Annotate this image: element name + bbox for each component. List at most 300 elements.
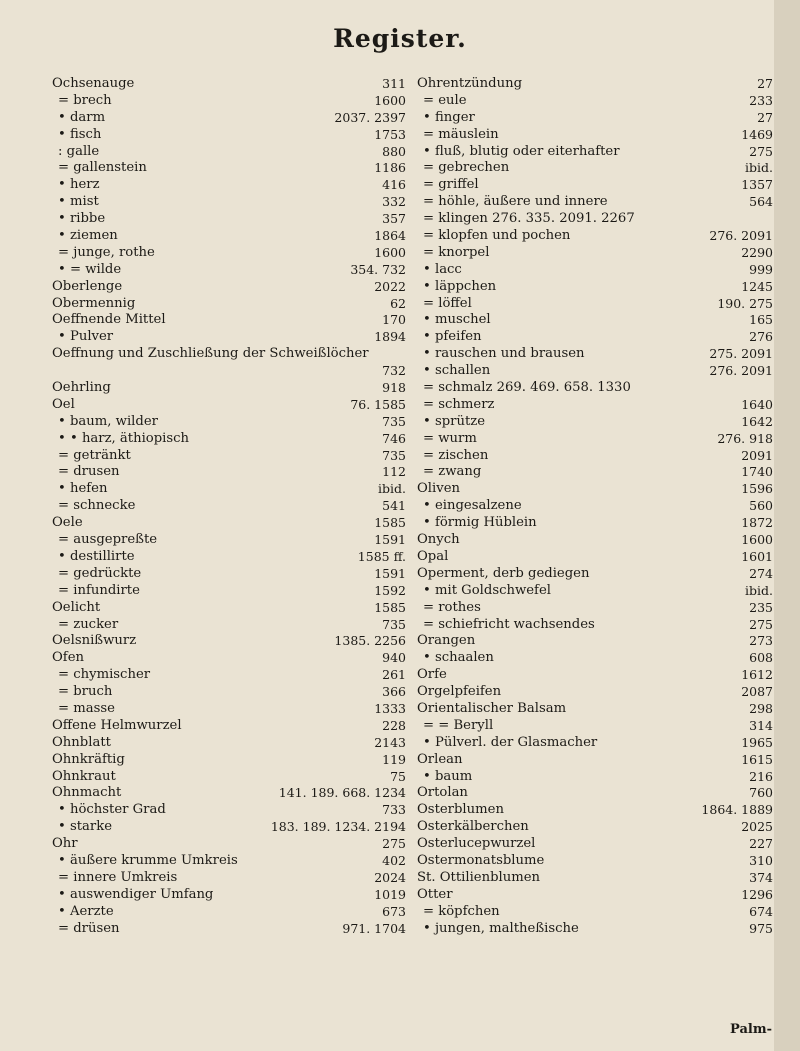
index-entry bbox=[52, 414, 406, 431]
index-entry bbox=[52, 650, 406, 667]
index-term: Orangen bbox=[417, 633, 476, 649]
index-term: = gebrechen bbox=[423, 160, 510, 176]
index-page-refs: 1245 bbox=[741, 278, 773, 294]
index-term: = innere Umkreis bbox=[58, 869, 178, 885]
index-entry bbox=[417, 481, 773, 498]
index-entry bbox=[52, 262, 406, 279]
index-term: = schiefricht wachsendes bbox=[423, 616, 595, 632]
index-term: • fisch bbox=[58, 126, 102, 142]
index-page-refs: 1186 bbox=[374, 160, 406, 176]
index-entry bbox=[417, 329, 773, 346]
index-entry bbox=[52, 633, 406, 650]
index-entry bbox=[417, 144, 773, 161]
index-term: Oehrling bbox=[52, 380, 111, 396]
index-term: Oelicht bbox=[52, 599, 101, 615]
index-page-refs: 276. 918 bbox=[717, 430, 773, 446]
index-entry bbox=[417, 448, 773, 465]
index-term: = chymischer bbox=[58, 667, 151, 683]
index-term: = drusen bbox=[58, 464, 120, 480]
index-entry bbox=[417, 870, 773, 887]
index-entry bbox=[52, 110, 406, 127]
index-page-refs: 354. 732 bbox=[350, 261, 406, 277]
index-page-refs: 1615 bbox=[741, 751, 773, 767]
index-page-refs: 274 bbox=[749, 565, 773, 581]
index-term: • pfeifen bbox=[423, 329, 482, 345]
index-page-refs: 999 bbox=[749, 261, 773, 277]
index-term: Ohrentzündung bbox=[417, 76, 523, 91]
index-entry bbox=[417, 93, 773, 110]
index-term: Oberlenge bbox=[52, 278, 123, 294]
index-page-refs: 1864 bbox=[374, 228, 406, 244]
index-term: • schaalen bbox=[423, 650, 494, 666]
index-page-refs: 76. 1585 bbox=[350, 396, 406, 412]
index-page-refs: 227 bbox=[749, 836, 773, 852]
index-page-refs: 2024 bbox=[374, 869, 406, 885]
index-page-refs: 298 bbox=[749, 700, 773, 716]
index-entry bbox=[52, 701, 406, 718]
index-entry bbox=[417, 549, 773, 566]
index-entry bbox=[52, 583, 406, 600]
index-term: • muschel bbox=[423, 312, 491, 328]
index-term: • Aerzte bbox=[58, 903, 114, 919]
index-entry bbox=[417, 752, 773, 769]
index-entry bbox=[52, 921, 406, 938]
index-entry bbox=[52, 785, 406, 802]
index-entry bbox=[417, 211, 773, 228]
index-term: Orgelpfeifen bbox=[417, 684, 502, 700]
index-term: Osterkälberchen bbox=[417, 819, 529, 835]
index-term: • baum bbox=[423, 768, 473, 784]
index-term: • herz bbox=[58, 177, 100, 193]
index-term: = knorpel bbox=[423, 244, 490, 260]
index-term: Obermennig bbox=[52, 295, 136, 311]
index-page-refs: 975 bbox=[749, 920, 773, 936]
index-page-refs: 735 bbox=[382, 413, 406, 429]
index-page-refs: 735 bbox=[382, 447, 406, 463]
index-entry bbox=[417, 532, 773, 549]
index-entry bbox=[417, 633, 773, 650]
index-entry bbox=[417, 194, 773, 211]
index-entry bbox=[417, 515, 773, 532]
index-entry bbox=[417, 363, 773, 380]
index-entry bbox=[417, 667, 773, 684]
index-term: : galle bbox=[58, 143, 100, 159]
index-page-refs: 1600 bbox=[374, 92, 406, 108]
index-term: = masse bbox=[58, 700, 115, 716]
index-entry bbox=[417, 735, 773, 752]
index-page-refs: 1640 bbox=[741, 396, 773, 412]
index-term: Ostermonatsblume bbox=[417, 852, 545, 868]
index-entry bbox=[52, 532, 406, 549]
index-page-refs: 366 bbox=[382, 684, 406, 700]
index-term: • lacc bbox=[423, 261, 462, 277]
index-entry bbox=[52, 887, 406, 904]
index-entry bbox=[417, 904, 773, 921]
index-page-refs: 170 bbox=[382, 312, 406, 328]
index-entry bbox=[52, 870, 406, 887]
index-entry bbox=[52, 819, 406, 836]
index-page-refs: 276. 2091 bbox=[709, 228, 773, 244]
index-page-refs: 673 bbox=[382, 903, 406, 919]
index-term: = junge, rothe bbox=[58, 244, 155, 260]
index-entry bbox=[417, 76, 773, 93]
index-entry bbox=[417, 245, 773, 262]
index-entry bbox=[417, 397, 773, 414]
index-term: • hefen bbox=[58, 481, 108, 497]
index-entry bbox=[417, 836, 773, 853]
index-term: = schmerz bbox=[423, 396, 495, 412]
index-page-refs: 276 bbox=[749, 329, 773, 345]
index-page-refs: 940 bbox=[382, 650, 406, 666]
index-entry bbox=[52, 735, 406, 752]
index-term: = schmalz 269. 469. 658. 1330 bbox=[423, 380, 631, 396]
index-page-refs: 261 bbox=[382, 667, 406, 683]
index-page-refs: 228 bbox=[382, 717, 406, 733]
index-entry bbox=[52, 566, 406, 583]
index-page-refs: 880 bbox=[382, 143, 406, 159]
index-term: • ziemen bbox=[58, 228, 118, 244]
index-entry bbox=[52, 549, 406, 566]
index-term: Offene Helmwurzel bbox=[52, 717, 182, 733]
index-entry bbox=[52, 380, 406, 397]
index-page-refs: 2022 bbox=[374, 278, 406, 294]
index-entry bbox=[52, 498, 406, 515]
index-page-refs: 27 bbox=[757, 76, 773, 91]
index-page-refs: 2143 bbox=[374, 734, 406, 750]
index-page-refs: 1296 bbox=[741, 886, 773, 902]
index-column-left bbox=[52, 76, 406, 937]
index-term: • destillirte bbox=[58, 548, 135, 564]
index-term: Orlean bbox=[417, 751, 463, 767]
index-term: • sprütze bbox=[423, 413, 486, 429]
index-term: St. Ottilienblumen bbox=[417, 869, 541, 885]
index-entry bbox=[52, 177, 406, 194]
index-entry bbox=[52, 194, 406, 211]
index-term: = zwang bbox=[423, 464, 482, 480]
index-entry bbox=[52, 93, 406, 110]
index-term: = infundirte bbox=[58, 582, 140, 598]
index-entry bbox=[417, 650, 773, 667]
index-page-refs: 918 bbox=[382, 380, 406, 396]
index-entry bbox=[417, 583, 773, 600]
index-entry bbox=[417, 498, 773, 515]
index-term: = zischen bbox=[423, 447, 489, 463]
index-page-refs: 402 bbox=[382, 852, 406, 868]
index-page-refs: 374 bbox=[749, 869, 773, 885]
index-entry bbox=[417, 785, 773, 802]
index-term: • auswendiger Umfang bbox=[58, 886, 214, 902]
index-entry bbox=[417, 110, 773, 127]
index-page-refs: 1596 bbox=[741, 481, 773, 497]
index-entry bbox=[52, 211, 406, 228]
index-term: • Pulver bbox=[58, 329, 114, 345]
index-page-refs: 1585 bbox=[374, 599, 406, 615]
index-entry bbox=[52, 245, 406, 262]
index-term: • baum, wilder bbox=[58, 413, 158, 429]
index-term: = getränkt bbox=[58, 447, 131, 463]
index-page-refs: 235 bbox=[749, 599, 773, 615]
index-term: = schnecke bbox=[58, 498, 136, 514]
index-page-refs: 2037. 2397 bbox=[334, 109, 406, 125]
index-page-refs: 608 bbox=[749, 650, 773, 666]
index-entry bbox=[52, 144, 406, 161]
index-term: Ochsenauge bbox=[52, 76, 135, 91]
index-page-refs: 1612 bbox=[741, 667, 773, 683]
index-page-refs: 1019 bbox=[374, 886, 406, 902]
index-entry bbox=[417, 431, 773, 448]
index-term: = gedrückte bbox=[58, 565, 142, 581]
index-term: Ohnkraut bbox=[52, 768, 116, 784]
index-term: • jungen, maltheßische bbox=[423, 920, 579, 936]
index-entry bbox=[52, 667, 406, 684]
index-term: = gallenstein bbox=[58, 160, 147, 176]
index-term: Orientalischer Balsam bbox=[417, 700, 567, 716]
index-term: • = wilde bbox=[58, 261, 122, 277]
index-term: • läppchen bbox=[423, 278, 497, 294]
index-entry bbox=[52, 346, 406, 363]
index-page-refs: 2087 bbox=[741, 684, 773, 700]
index-page-refs: 216 bbox=[749, 768, 773, 784]
index-entry bbox=[52, 617, 406, 634]
index-page-refs: 760 bbox=[749, 785, 773, 801]
index-entry bbox=[417, 921, 773, 938]
index-page-refs: 732 bbox=[382, 363, 406, 379]
index-entry bbox=[417, 127, 773, 144]
index-page-refs: 1592 bbox=[374, 582, 406, 598]
index-term: Osterblumen bbox=[417, 802, 504, 818]
index-entry bbox=[417, 853, 773, 870]
index-entry bbox=[52, 363, 406, 380]
index-entry bbox=[52, 228, 406, 245]
index-entry bbox=[417, 228, 773, 245]
index-term: Ohnmacht bbox=[52, 785, 122, 801]
page-title: Register. bbox=[333, 24, 467, 53]
index-entry bbox=[417, 802, 773, 819]
index-entry bbox=[417, 701, 773, 718]
index-page-refs: 1894 bbox=[374, 329, 406, 345]
index-page-refs: 311 bbox=[382, 76, 406, 91]
index-entry bbox=[417, 769, 773, 786]
index-page-refs: 357 bbox=[382, 211, 406, 227]
index-entry bbox=[52, 464, 406, 481]
index-term: • mit Goldschwefel bbox=[423, 582, 551, 598]
index-page-refs: 2091 bbox=[741, 447, 773, 463]
index-entry bbox=[417, 380, 773, 397]
index-page-refs: 314 bbox=[749, 717, 773, 733]
index-term: = ausgepreßte bbox=[58, 532, 158, 548]
index-term: • schallen bbox=[423, 363, 491, 379]
index-term: Oele bbox=[52, 515, 83, 531]
index-entry bbox=[52, 329, 406, 346]
index-entry bbox=[417, 296, 773, 313]
index-term: • Pülverl. der Glasmacher bbox=[423, 734, 598, 750]
index-term: Oliven bbox=[417, 481, 460, 497]
index-term: • rauschen und brausen bbox=[423, 346, 585, 362]
index-entry bbox=[52, 684, 406, 701]
index-term: Oel bbox=[52, 396, 75, 412]
index-page-refs: ibid. bbox=[745, 582, 773, 598]
index-term: Ohnkräftig bbox=[52, 751, 125, 767]
index-page-refs: 1753 bbox=[374, 126, 406, 142]
index-page-refs: 310 bbox=[749, 852, 773, 868]
index-term: • mist bbox=[58, 194, 99, 210]
index-entry bbox=[52, 515, 406, 532]
index-page-refs: 27 bbox=[757, 109, 773, 125]
index-term: • starke bbox=[58, 819, 112, 835]
index-column-right bbox=[417, 76, 773, 937]
index-term: • ribbe bbox=[58, 211, 106, 227]
index-term: = höhle, äußere und innere bbox=[423, 194, 608, 210]
index-term: Osterlucepwurzel bbox=[417, 836, 536, 852]
index-term: = rothes bbox=[423, 599, 481, 615]
index-entry bbox=[52, 397, 406, 414]
index-entry bbox=[52, 431, 406, 448]
index-entry bbox=[52, 312, 406, 329]
index-term: Ohnblatt bbox=[52, 734, 111, 750]
index-term: = köpfchen bbox=[423, 903, 500, 919]
index-term: • darm bbox=[58, 109, 106, 125]
index-page-refs: 1585 bbox=[374, 515, 406, 531]
catchword: Palm- bbox=[730, 1022, 772, 1037]
index-entry bbox=[417, 414, 773, 431]
index-page-refs: 75 bbox=[390, 768, 406, 784]
index-page-refs: 1333 bbox=[374, 700, 406, 716]
index-page-refs: 733 bbox=[382, 802, 406, 818]
index-page-refs: ibid. bbox=[745, 160, 773, 176]
index-entry bbox=[417, 464, 773, 481]
index-term: • förmig Hüblein bbox=[423, 515, 537, 531]
index-term: = brech bbox=[58, 92, 112, 108]
index-entry bbox=[417, 600, 773, 617]
index-entry bbox=[417, 346, 773, 363]
index-entry bbox=[52, 600, 406, 617]
index-term: Orfe bbox=[417, 667, 447, 683]
index-entry bbox=[52, 752, 406, 769]
index-term: = griffel bbox=[423, 177, 479, 193]
index-page-refs: 560 bbox=[749, 498, 773, 514]
index-term: = klopfen und pochen bbox=[423, 228, 571, 244]
index-page-refs: 1642 bbox=[741, 413, 773, 429]
index-term: Otter bbox=[417, 886, 453, 902]
index-page-refs: 183. 189. 1234. 2194 bbox=[270, 819, 406, 835]
index-page-refs: 2290 bbox=[741, 244, 773, 260]
index-page-refs: 746 bbox=[382, 430, 406, 446]
index-term: = klingen 276. 335. 2091. 2267 bbox=[423, 211, 635, 227]
index-term: = mäuslein bbox=[423, 126, 499, 142]
index-page-refs: 119 bbox=[382, 751, 406, 767]
index-entry bbox=[417, 819, 773, 836]
index-entry bbox=[52, 853, 406, 870]
index-page-refs: 1872 bbox=[741, 515, 773, 531]
index-term: = drüsen bbox=[58, 920, 120, 936]
index-page-refs: 971. 1704 bbox=[342, 920, 406, 936]
index-entry bbox=[417, 312, 773, 329]
index-entry bbox=[417, 262, 773, 279]
index-entry bbox=[417, 566, 773, 583]
index-term: • finger bbox=[423, 109, 475, 125]
index-page-refs: 273 bbox=[749, 633, 773, 649]
index-entry bbox=[417, 160, 773, 177]
index-page-refs: 1469 bbox=[741, 126, 773, 142]
index-page-refs: 276. 2091 bbox=[709, 363, 773, 379]
index-page-refs: 1591 bbox=[374, 532, 406, 548]
index-term: • • harz, äthiopisch bbox=[58, 430, 190, 446]
index-entry bbox=[52, 127, 406, 144]
index-term: = bruch bbox=[58, 684, 113, 700]
index-entry bbox=[52, 279, 406, 296]
index-entry bbox=[417, 279, 773, 296]
index-term: = eule bbox=[423, 92, 467, 108]
index-term: • eingesalzene bbox=[423, 498, 522, 514]
index-page-refs: 275 bbox=[749, 143, 773, 159]
index-page-refs: 541 bbox=[382, 498, 406, 514]
index-page-refs: 233 bbox=[749, 92, 773, 108]
index-entry bbox=[417, 177, 773, 194]
index-term: Opal bbox=[417, 548, 449, 564]
index-page-refs: 275 bbox=[749, 616, 773, 632]
index-page-refs: 1585 ff. bbox=[357, 548, 406, 564]
index-term: • äußere krumme Umkreis bbox=[58, 852, 238, 868]
index-page-refs: 1357 bbox=[741, 177, 773, 193]
index-page-refs: 141. 189. 668. 1234 bbox=[278, 785, 406, 801]
index-page-refs: 1965 bbox=[741, 734, 773, 750]
index-term: Oeffnung und Zuschließung der Schweißlöcher bbox=[52, 346, 369, 362]
index-term: = zucker bbox=[58, 616, 119, 632]
index-entry bbox=[52, 802, 406, 819]
index-page-refs: 2025 bbox=[741, 819, 773, 835]
index-page-refs: 275 bbox=[382, 836, 406, 852]
index-page-refs: 275. 2091 bbox=[709, 346, 773, 362]
index-term: Oelsnißwurz bbox=[52, 633, 137, 649]
index-entry bbox=[52, 481, 406, 498]
index-entry bbox=[52, 718, 406, 735]
index-entry bbox=[52, 836, 406, 853]
index-page-refs: 1385. 2256 bbox=[334, 633, 406, 649]
index-page-refs: 1600 bbox=[741, 532, 773, 548]
index-page-refs: 62 bbox=[390, 295, 406, 311]
index-term: Ohr bbox=[52, 836, 78, 852]
index-page-refs: ibid. bbox=[378, 481, 406, 497]
index-page-refs: 674 bbox=[749, 903, 773, 919]
index-term: • fluß, blutig oder eiterhafter bbox=[423, 143, 620, 159]
index-term: = wurm bbox=[423, 430, 477, 446]
index-page-refs: 416 bbox=[382, 177, 406, 193]
index-entry bbox=[52, 769, 406, 786]
index-entry bbox=[417, 617, 773, 634]
index-page-refs: 1600 bbox=[374, 244, 406, 260]
index-entry bbox=[52, 296, 406, 313]
index-entry bbox=[52, 448, 406, 465]
index-entry bbox=[52, 904, 406, 921]
index-entry bbox=[417, 684, 773, 701]
index-entry bbox=[52, 160, 406, 177]
page-edge bbox=[774, 0, 800, 1051]
index-page-refs: 735 bbox=[382, 616, 406, 632]
index-page-refs: 1601 bbox=[741, 548, 773, 564]
index-term: Operment, derb gediegen bbox=[417, 565, 590, 581]
index-page-refs: 332 bbox=[382, 194, 406, 210]
index-term: Ofen bbox=[52, 650, 84, 666]
index-entry bbox=[52, 76, 406, 93]
index-page-refs: 112 bbox=[382, 464, 406, 480]
index-term: • höchster Grad bbox=[58, 802, 166, 818]
index-page-refs: 190. 275 bbox=[717, 295, 773, 311]
index-page-refs: 165 bbox=[749, 312, 773, 328]
index-page-refs: 1864. 1889 bbox=[701, 802, 773, 818]
index-term: Oeffnende Mittel bbox=[52, 312, 166, 328]
index-page-refs: 1740 bbox=[741, 464, 773, 480]
index-entry bbox=[417, 718, 773, 735]
